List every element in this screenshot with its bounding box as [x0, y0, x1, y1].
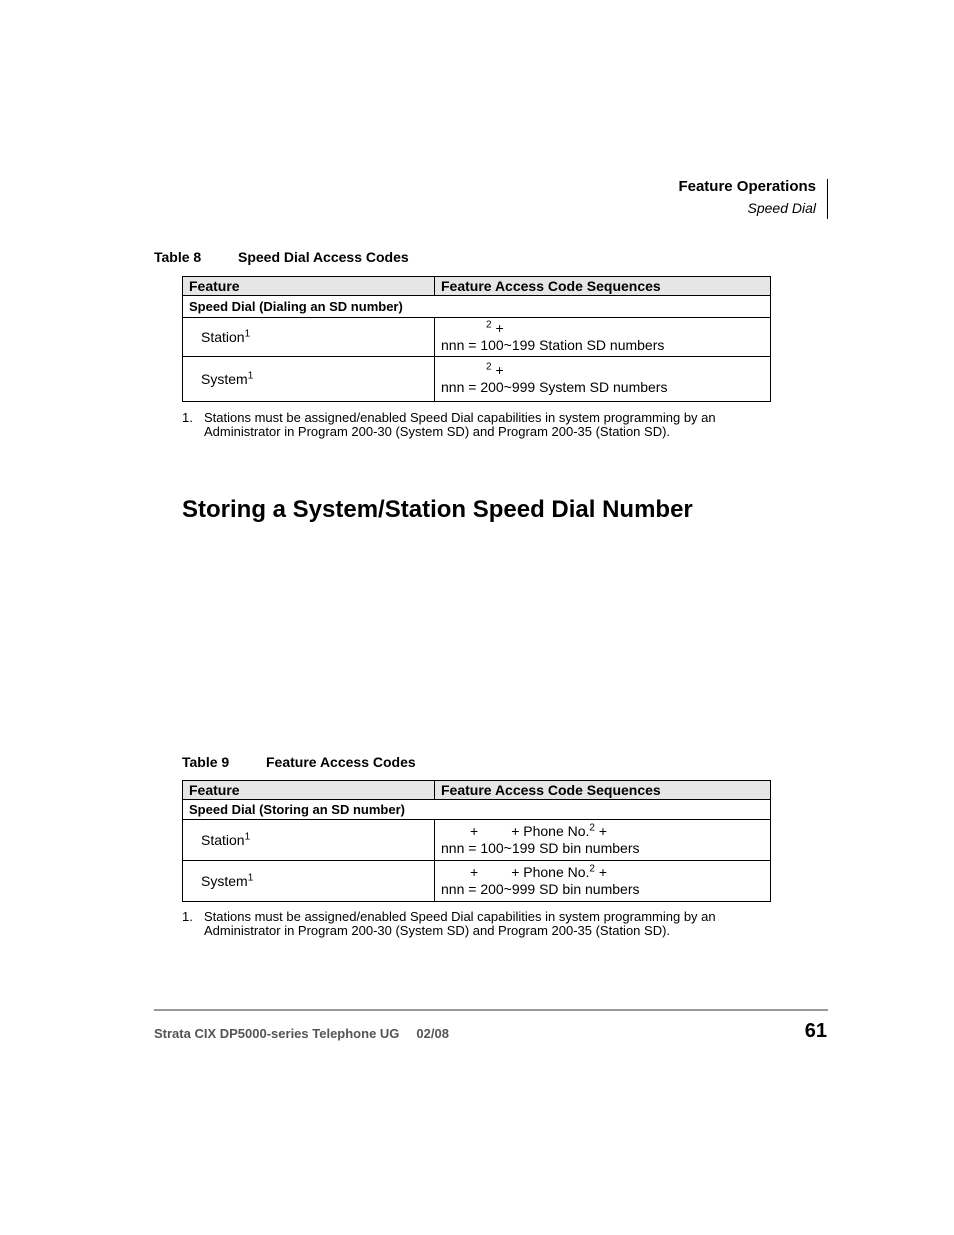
table9-row-station-sequence	[435, 820, 771, 861]
sequence-range: nnn = 200~999 SD bin numbers	[441, 881, 640, 897]
sequence-plus: +	[495, 320, 504, 336]
table9-caption	[182, 754, 416, 770]
footnote-text: Stations must be assigned/enabled Speed Dial capabilities in system programming by an Administrator in Program 200-30 (System SD) and Program 200-35 (Station SD).	[204, 909, 716, 938]
table8-row-station-sequence	[435, 318, 771, 357]
running-header-title: Feature Operations	[678, 178, 816, 195]
table8-header-row	[183, 277, 771, 296]
footnote-ref: 2	[589, 822, 595, 834]
table9-footnote	[182, 910, 772, 938]
footnote-ref: 2	[589, 863, 595, 875]
sequence-plus: +	[470, 823, 479, 839]
footer-date: 02/08	[416, 1026, 449, 1041]
table9	[182, 780, 771, 902]
table9-row-station-feature	[183, 820, 435, 861]
sequence-plus: +	[495, 362, 504, 378]
table9-col-sequences: Feature Access Code Sequences	[435, 781, 771, 800]
table9-row-system-feature	[183, 861, 435, 902]
table8-row-system-feature	[183, 357, 435, 402]
footnote-ref: 2	[486, 319, 492, 331]
table8-col-feature: Feature	[183, 277, 435, 296]
sequence-range: nnn = 100~199 SD bin numbers	[441, 840, 640, 856]
table8-caption	[154, 249, 409, 265]
feature-label: System	[201, 873, 248, 889]
footer-doc-title: Strata CIX DP5000-series Telephone UG	[154, 1026, 400, 1041]
sequence-range: nnn = 100~199 Station SD numbers	[441, 337, 665, 353]
footnote-ref: 1	[247, 872, 254, 884]
table9-col-feature: Feature	[183, 781, 435, 800]
table8	[182, 276, 771, 402]
header-divider	[827, 179, 828, 219]
sequence-phone: + Phone No.	[511, 823, 590, 839]
table-row	[183, 357, 771, 402]
footer-text	[154, 1026, 449, 1041]
footnote-number: 1.	[182, 410, 193, 425]
feature-label: Station	[201, 832, 245, 848]
footnote-number: 1.	[182, 909, 193, 924]
table8-section-label: Speed Dial (Dialing an SD number)	[183, 296, 771, 318]
table8-section-row	[183, 296, 771, 318]
footnote-ref: 2	[486, 361, 492, 373]
footnote-ref: 1	[244, 328, 251, 340]
table8-row-system-sequence	[435, 357, 771, 402]
feature-label: System	[201, 371, 248, 387]
table9-section-row	[183, 800, 771, 820]
footnote-ref: 1	[244, 831, 251, 843]
table-row	[183, 820, 771, 861]
table9-section-label: Speed Dial (Storing an SD number)	[183, 800, 771, 820]
feature-label: Station	[201, 329, 245, 345]
sequence-plus: +	[598, 823, 608, 839]
table9-header-row	[183, 781, 771, 800]
table9-title: Feature Access Codes	[266, 754, 416, 770]
table8-row-station-feature	[183, 318, 435, 357]
table-row	[183, 861, 771, 902]
table-row	[183, 318, 771, 357]
table9-row-system-sequence	[435, 861, 771, 902]
sequence-range: nnn = 200~999 System SD numbers	[441, 379, 668, 395]
footnote-text: Stations must be assigned/enabled Speed Dial capabilities in system programming by an Administrator in Program 200-30 (System SD) and Program 200-35 (Station SD).	[204, 410, 716, 439]
section-heading: Storing a System/Station Speed Dial Number	[182, 496, 693, 523]
footer-divider	[154, 1009, 828, 1011]
sequence-phone: + Phone No.	[511, 864, 590, 880]
table9-number: Table 9	[182, 754, 230, 770]
table8-title: Speed Dial Access Codes	[238, 249, 409, 265]
running-header-subtitle: Speed Dial	[747, 200, 816, 216]
page-number: 61	[804, 1020, 827, 1042]
sequence-plus: +	[470, 864, 479, 880]
footnote-ref: 1	[247, 370, 254, 382]
table8-number: Table 8	[154, 249, 202, 265]
table8-footnote	[182, 411, 772, 439]
sequence-plus: +	[598, 864, 608, 880]
table8-col-sequences: Feature Access Code Sequences	[435, 277, 771, 296]
